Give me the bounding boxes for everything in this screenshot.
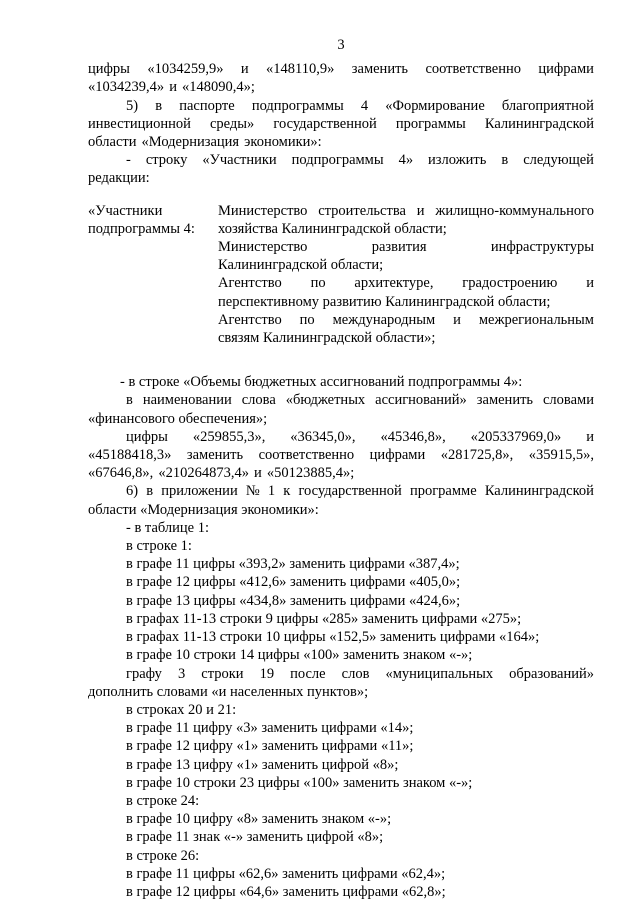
paragraph-budget-digits [88,428,594,483]
word: словами [543,392,594,409]
word: по [310,275,326,292]
word: межрегиональным [478,311,594,328]
list-line: в строках 20 и 21: [126,701,237,718]
document-page [88,36,594,901]
word: государственной [273,115,377,132]
word: в [146,483,154,500]
word: дополнить словами «и населенных пунктов»; [88,683,369,700]
word: градостроению [462,275,558,292]
word: в [501,152,509,169]
word: 4» [398,152,414,169]
word: после [290,665,326,682]
word: заменить [186,447,244,464]
list-line: в графе 11 цифру «3» заменить цифрами «14»; [126,720,414,737]
word: инвестиционной [88,115,191,132]
word: жилищно-коммунального [435,202,594,219]
list-line: в графе 13 цифры «434,8» заменить цифрами «424,6»; [126,592,461,609]
word: Агентство [218,311,282,328]
text-line [88,78,594,96]
text-line [218,220,594,238]
word: и [254,465,262,482]
text-line [88,665,594,683]
word: подпрограммы [251,97,344,114]
word: «148090,4»; [182,79,255,96]
table-changes-list [88,519,594,665]
text-line [218,311,594,329]
list-line: в графе 12 цифру «1» заменить цифрами «11»; [126,738,414,755]
word: «1034259,9» [147,61,224,78]
text-line [218,274,594,292]
word: в [126,392,133,409]
word: в [155,97,163,114]
spacer [88,347,594,373]
list-line: в графе 13 цифру «1» заменить цифрой «8»; [126,756,399,773]
list-line: в графе 11 цифры «393,2» заменить цифрами «387,4»; [126,556,460,573]
word: строительства [318,202,406,219]
word: «50123885,4»; [266,465,355,482]
participants-block [88,202,594,348]
word: «281725,8», [440,447,514,464]
word: заменить [351,61,409,78]
word: и [169,79,177,96]
word: строку [145,152,188,169]
word: «205337969,0» [470,428,562,445]
word: перспективному развитию Калининградской области; [218,293,551,310]
participants-label-line: «Участники [88,202,163,219]
word: соответственно [258,447,355,464]
paragraph-appendix [88,482,594,518]
list-line: в графе 11 знак «-» заменить цифрой «8»; [126,829,384,846]
text-line [88,501,594,519]
word: «36345,0», [290,428,356,445]
word: и [586,275,594,292]
word: образований» [509,665,594,682]
word: развития [371,239,427,256]
word: «муниципальных [385,665,494,682]
word: «финансового обеспечения»; [88,410,268,427]
word: инфраструктуры [490,239,594,256]
word: - [126,152,131,169]
paragraph-column3-row19 [88,665,594,701]
list-line: в графе 11 цифры «62,6» заменить цифрами «62,4»; [126,865,446,882]
word: паспорте [179,97,235,114]
word: - в строке «Объемы бюджетных ассигнований подпрограммы 4»: [120,374,523,391]
word: цифрами [369,447,426,464]
word: Агентство [218,275,282,292]
word: подпрограммы [291,152,384,169]
word: Министерство [218,202,308,219]
word: программе [409,483,477,500]
text-line [88,133,594,151]
list-line: в графе 12 цифры «64,6» заменить цифрами «62,8»; [126,883,446,900]
word: Министерство [218,239,308,256]
list-line: в строке 26: [126,847,200,864]
word: слова [241,392,276,409]
list-line: в графе 10 строки 14 цифры «100» заменить знаком «-»; [126,647,473,664]
word: связям Калининградской области»; [218,330,436,347]
word: «259855,3», [192,428,266,445]
participants-list [218,202,594,348]
paragraph-digits-replace [88,60,594,96]
word: 5) [126,97,139,114]
word: 1 [267,483,276,500]
word: и [416,202,425,219]
word: и [240,61,249,78]
word: цифрами [538,61,594,78]
word: Калининградской области; [218,257,384,274]
paragraph-participants-row [88,151,594,187]
word: «67646,8», [88,465,154,482]
text-line [88,464,594,482]
word: государственной [298,483,402,500]
word: строки [201,665,244,682]
word: слов [341,665,370,682]
word: «45346,8», [380,428,446,445]
word: архитектуре, [354,275,434,292]
text-line [88,60,594,78]
text-line [218,256,594,274]
word: к [283,483,291,500]
word: «45188418,3» [88,447,172,464]
list-line: в графе 10 цифру «8» заменить знаком «-»; [126,811,392,828]
word: цифры [88,61,130,78]
word: благоприятной [501,97,594,114]
word: наименовании [142,392,232,409]
text-line [218,202,594,220]
list-line: в графе 12 цифры «412,6» заменить цифрами «405,0»; [126,574,461,591]
word: ассигнований» [375,392,467,409]
word: международным [332,311,436,328]
text-line [88,446,594,464]
word: 6) [126,483,139,500]
text-line [88,373,594,391]
word: заменить [476,392,534,409]
table-changes-list-continued [88,701,594,901]
word: 3 [177,665,186,682]
paragraph-passport-subprogram [88,97,594,152]
participants-label-line: подпрограммы 4: [88,220,195,237]
word: «Участники [202,152,277,169]
word: экономики»: [244,134,322,151]
word: области «Модернизация экономики»: [88,501,319,518]
word: «35915,5», [528,447,594,464]
list-line: в строке 1: [126,538,192,555]
list-line: в строке 24: [126,792,200,809]
text-line [88,151,594,169]
word: соответственно [425,61,521,78]
text-line [218,329,594,347]
text-line [218,293,594,311]
word: изложить [428,152,487,169]
text-line [88,169,594,187]
page-number: 3 [337,37,345,53]
text-line [88,683,594,701]
text-line [88,115,594,133]
word: 19 [259,665,275,682]
word: 4 [360,97,369,114]
word: «148110,9» [266,61,335,78]
word: и [586,428,594,445]
word: «бюджетных [285,392,366,409]
word: «Модернизация [141,134,240,151]
paragraph-naming [88,391,594,427]
word: графу [126,665,162,682]
list-line: в графах 11-13 строки 10 цифры «152,5» заменить цифрами «164»; [126,629,540,646]
word: среды» [210,115,255,132]
word: хозяйства Калининградской области; [218,220,447,237]
word: Калининградской [484,115,594,132]
spacer [88,188,594,202]
word: № [245,483,260,500]
text-line [88,410,594,428]
word: по [299,311,315,328]
text-line [88,482,594,500]
paragraph-budget-row [88,373,594,391]
text-line [88,97,594,115]
word: программы [395,115,466,132]
text-line [88,428,594,446]
word: следующей [523,152,594,169]
list-line: в графе 10 строки 23 цифры «100» заменить знаком «-»; [126,774,473,791]
text-line [218,238,594,256]
list-line: в графах 11-13 строки 9 цифры «285» заменить цифрами «275»; [126,610,522,627]
word: приложении [161,483,238,500]
word: «Формирование [385,97,485,114]
text-line [88,391,594,409]
word: редакции: [88,170,150,187]
word: Калининградской [484,483,594,500]
word: области [88,134,137,151]
list-line: - в таблице 1: [126,519,209,536]
word: «210264873,4» [158,465,249,482]
word: цифры [126,428,168,445]
word: и [453,311,461,328]
participants-label [88,202,218,348]
word: «1034239,4» [88,79,165,96]
